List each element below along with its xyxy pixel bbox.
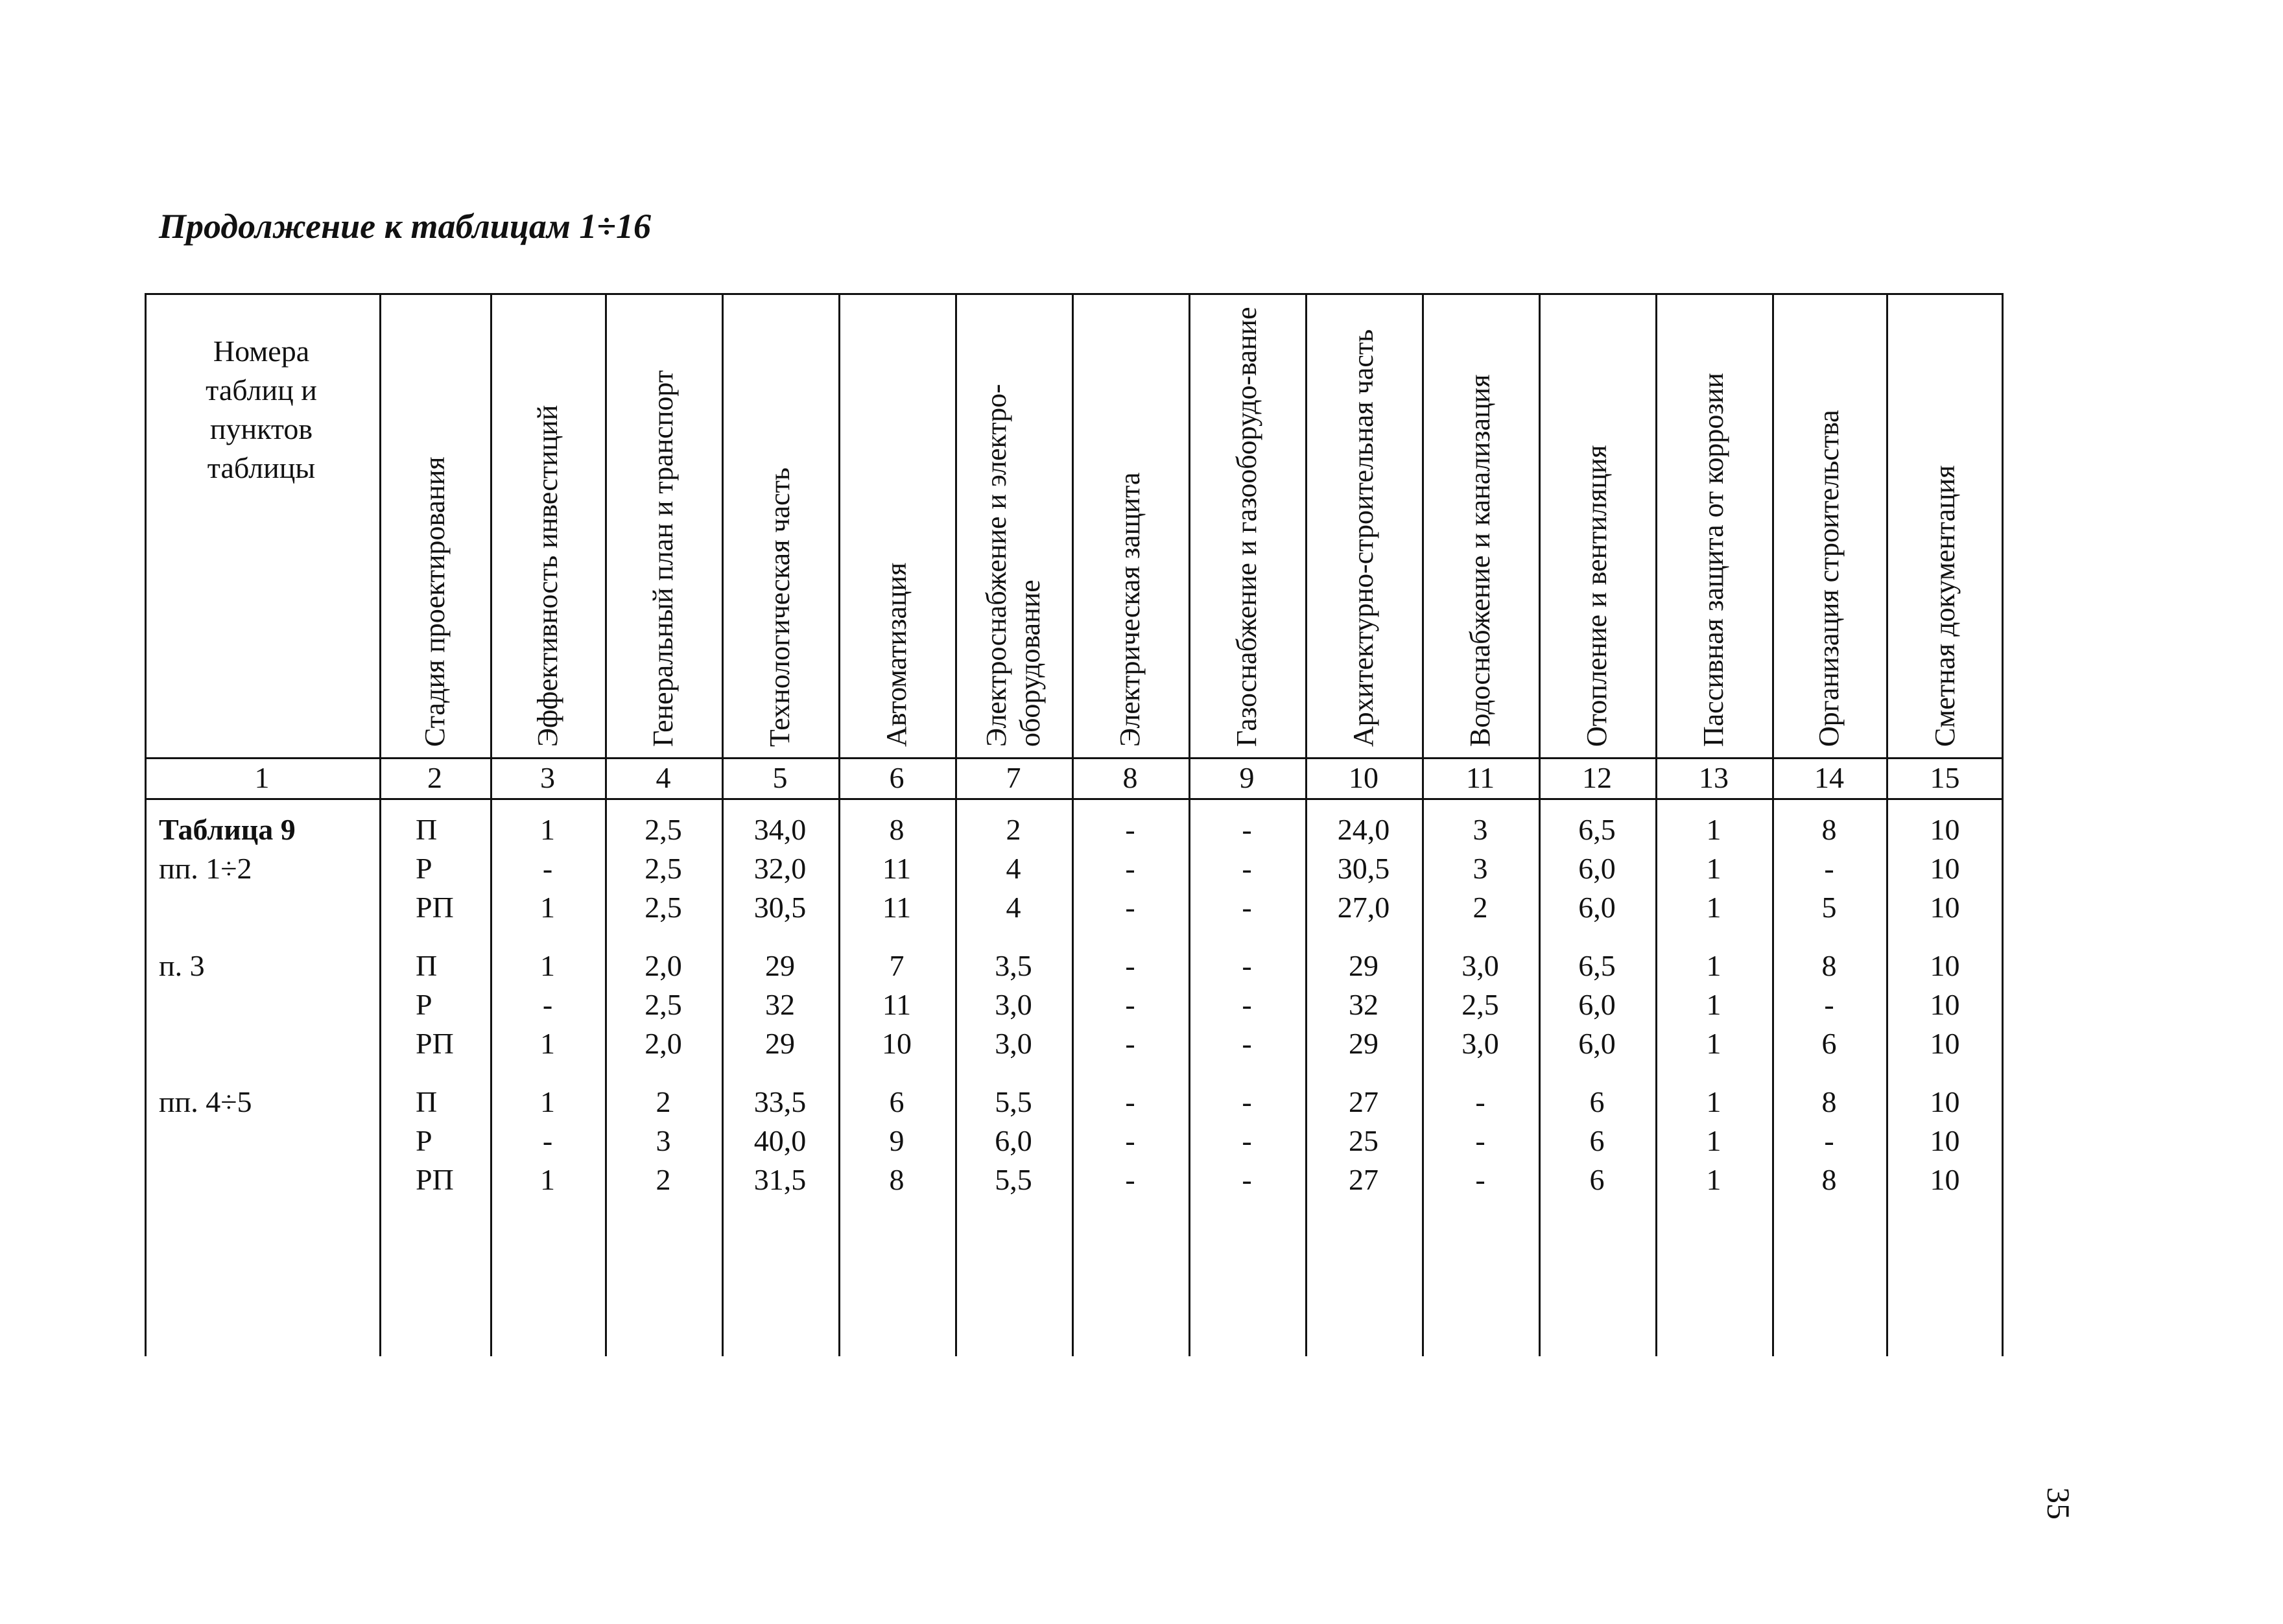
column-header-label: Водоснабжение и канализация <box>1464 374 1496 747</box>
table-cell: 8 <box>1821 949 1837 982</box>
table-cell: 10 <box>882 1027 912 1060</box>
table-cell: 3,0 <box>995 988 1032 1021</box>
column-divider <box>145 293 147 1356</box>
table-cell: 27,0 <box>1337 891 1390 924</box>
table-cell: 1 <box>1706 1085 1721 1118</box>
table-cell: 2,5 <box>1461 988 1499 1021</box>
column-header-label: Технологическая часть <box>764 467 796 747</box>
table-cell: - <box>1242 1085 1252 1118</box>
group-items-label: п. 3 <box>159 949 205 982</box>
column-number: 15 <box>1930 761 1960 794</box>
column-number: 12 <box>1582 761 1612 794</box>
column-number: 1 <box>254 761 270 794</box>
table-cell: 10 <box>1930 852 1960 885</box>
table-cell: 6 <box>1589 1085 1605 1118</box>
table-cell: 24,0 <box>1337 813 1390 846</box>
table-cell: 6 <box>1589 1163 1605 1196</box>
table-cell: 2 <box>1006 813 1021 846</box>
table-cell: - <box>1475 1085 1485 1118</box>
table-cell: 8 <box>1821 813 1837 846</box>
table-cell: 30,5 <box>753 891 807 924</box>
header-bottom-border <box>145 757 2004 759</box>
table-cell: 2 <box>656 1085 671 1118</box>
group-items-label: пп. 1÷2 <box>159 852 252 885</box>
table-cell: 1 <box>1706 813 1721 846</box>
table-cell: 8 <box>889 1163 905 1196</box>
group-table-label: Таблица 9 <box>159 813 296 846</box>
table-cell: 2,5 <box>645 891 682 924</box>
table-cell: 3 <box>656 1124 671 1157</box>
column-header-label: Пассивная защита от коррозии <box>1697 373 1729 747</box>
header-first-line-1: Номера <box>213 335 310 368</box>
table-cell: - <box>1125 813 1135 846</box>
table-cell: 3,0 <box>1461 949 1499 982</box>
table-cell: - <box>1242 988 1252 1021</box>
header-first-line-4: таблицы <box>207 451 316 484</box>
table-cell: 1 <box>1706 1163 1721 1196</box>
group-items-label: пп. 4÷5 <box>159 1085 252 1118</box>
table-cell: 1 <box>540 813 555 846</box>
table-cell: 5,5 <box>995 1163 1032 1196</box>
table-cell: 8 <box>1821 1163 1837 1196</box>
table-cell: 7 <box>889 949 905 982</box>
table-cell: 27 <box>1349 1163 1378 1196</box>
table-cell: 32,0 <box>753 852 807 885</box>
table-cell: 6,5 <box>1578 813 1616 846</box>
table-cell: 3,0 <box>995 1027 1032 1060</box>
table-cell: - <box>542 852 553 885</box>
table-cell: - <box>1125 891 1135 924</box>
table-cell: 25 <box>1349 1124 1378 1157</box>
table-cell: 10 <box>1930 988 1960 1021</box>
page-title: Продолжение к таблицам 1÷16 <box>159 207 651 246</box>
column-header-4 <box>605 293 722 757</box>
table-cell: - <box>542 1124 553 1157</box>
table-cell: 3 <box>1473 813 1488 846</box>
table-cell: 10 <box>1930 1163 1960 1196</box>
table-cell: 6,5 <box>1578 949 1616 982</box>
column-number: 6 <box>889 761 905 794</box>
table-cell: 2 <box>656 1163 671 1196</box>
table-cell: - <box>1824 1124 1834 1157</box>
table-cell: 6,0 <box>1578 852 1616 885</box>
table-cell: 6,0 <box>1578 891 1616 924</box>
column-header-label: Автоматизация <box>881 562 912 747</box>
table-cell: 10 <box>1930 1027 1960 1060</box>
table-cell: - <box>1824 988 1834 1021</box>
table-cell: 33,5 <box>753 1085 807 1118</box>
table-cell: - <box>1475 1163 1485 1196</box>
page-number: 35 <box>2041 1487 2077 1520</box>
table-cell: 2 <box>1473 891 1488 924</box>
column-header-label: Эффективность инвестиций <box>531 405 563 747</box>
table-cell: 40,0 <box>753 1124 807 1157</box>
table-cell: 6,0 <box>1578 1027 1616 1060</box>
table-cell: 5 <box>1821 891 1837 924</box>
table-cell: - <box>1125 852 1135 885</box>
table-cell: - <box>1125 1085 1135 1118</box>
table-cell: - <box>1125 988 1135 1021</box>
column-number: 13 <box>1699 761 1729 794</box>
table-cell: 1 <box>1706 1027 1721 1060</box>
column-header-11 <box>1422 293 1539 757</box>
column-number: 9 <box>1239 761 1255 794</box>
table-cell: 29 <box>1349 949 1378 982</box>
table-cell: 27 <box>1349 1085 1378 1118</box>
table-cell: 1 <box>1706 949 1721 982</box>
column-header-label: Газоснабжение и газооборудо-вание <box>1231 307 1262 747</box>
column-header-6 <box>838 293 955 757</box>
table-cell: - <box>1242 852 1252 885</box>
table-cell: Р <box>416 852 432 885</box>
table-cell: 29 <box>765 1027 795 1060</box>
table-cell: Р <box>416 1124 432 1157</box>
header-first-column <box>145 332 378 488</box>
table-cell: 9 <box>889 1124 905 1157</box>
table-cell: 11 <box>882 988 912 1021</box>
column-number: 8 <box>1122 761 1138 794</box>
column-number: 11 <box>1465 761 1495 794</box>
table-cell: 1 <box>540 1027 555 1060</box>
column-header-5 <box>722 293 838 757</box>
table-cell: 2,0 <box>645 1027 682 1060</box>
table-cell: 34,0 <box>753 813 807 846</box>
table-cell: 2,0 <box>645 949 682 982</box>
table-cell: РП <box>416 891 454 924</box>
table-cell: - <box>1125 1124 1135 1157</box>
column-header-3 <box>490 293 605 757</box>
column-number: 4 <box>656 761 671 794</box>
column-header-8 <box>1072 293 1189 757</box>
column-header-label: Сметная документация <box>1928 465 1961 747</box>
table-cell: РП <box>416 1027 454 1060</box>
column-header-7 <box>955 293 1072 757</box>
column-header-10 <box>1305 293 1422 757</box>
table-cell: - <box>1475 1124 1485 1157</box>
column-header-label: Электрическая защита <box>1114 472 1146 747</box>
table-cell: 8 <box>889 813 905 846</box>
table-cell: 10 <box>1930 1124 1960 1157</box>
table-cell: 6 <box>1821 1027 1837 1060</box>
table-cell: 32 <box>765 988 795 1021</box>
table-cell: 10 <box>1930 813 1960 846</box>
column-number: 2 <box>427 761 442 794</box>
table-cell: 6,0 <box>995 1124 1032 1157</box>
table-cell: 3 <box>1473 852 1488 885</box>
table-cell: 10 <box>1930 891 1960 924</box>
column-header-14 <box>1772 293 1886 757</box>
table-cell: 11 <box>882 852 912 885</box>
column-header-label: Стадия проектирования <box>418 456 451 747</box>
table-cell: 4 <box>1006 891 1021 924</box>
column-header-15 <box>1886 293 2004 757</box>
column-number: 14 <box>1814 761 1844 794</box>
table-cell: - <box>1242 949 1252 982</box>
column-number: 3 <box>540 761 555 794</box>
table-cell: 1 <box>540 1085 555 1118</box>
table-cell: 8 <box>1821 1085 1837 1118</box>
table-cell: 1 <box>540 1163 555 1196</box>
header-first-line-2: таблиц и <box>206 373 317 406</box>
table-cell: 1 <box>1706 891 1721 924</box>
column-header-label: Архитектурно-строительная часть <box>1347 329 1379 747</box>
column-header-9 <box>1189 293 1305 757</box>
table-cell: 1 <box>1706 852 1721 885</box>
table-cell: 10 <box>1930 949 1960 982</box>
table-cell: 1 <box>540 891 555 924</box>
table-cell: 29 <box>765 949 795 982</box>
table-cell: - <box>1242 1163 1252 1196</box>
table-cell: 1 <box>1706 988 1721 1021</box>
table-cell: 6 <box>1589 1124 1605 1157</box>
column-header-label: Отопление и вентиляция <box>1581 445 1613 747</box>
table-cell: 31,5 <box>753 1163 807 1196</box>
table-cell: - <box>1125 1027 1135 1060</box>
table-cell: 3,0 <box>1461 1027 1499 1060</box>
table-cell: 2,5 <box>645 852 682 885</box>
table-cell: - <box>1125 1163 1135 1196</box>
table-cell: - <box>1242 891 1252 924</box>
table-cell: - <box>1824 852 1834 885</box>
column-number: 5 <box>772 761 788 794</box>
header-first-line-3: пунктов <box>209 412 313 445</box>
column-header-label: Генеральный план и транспорт <box>647 370 679 747</box>
table-cell: 6,0 <box>1578 988 1616 1021</box>
table-cell: РП <box>416 1163 454 1196</box>
table-cell: - <box>542 988 553 1021</box>
table-cell: - <box>1242 1124 1252 1157</box>
table-cell: 29 <box>1349 1027 1378 1060</box>
column-header-label: Организация строительства <box>1813 410 1845 747</box>
table-cell: - <box>1125 949 1135 982</box>
table-cell: 5,5 <box>995 1085 1032 1118</box>
table-cell: 3,5 <box>995 949 1032 982</box>
requirements-table <box>145 293 2004 1356</box>
table-cell: 11 <box>882 891 912 924</box>
column-number: 7 <box>1006 761 1021 794</box>
table-cell: - <box>1242 1027 1252 1060</box>
table-cell: 2,5 <box>645 813 682 846</box>
column-header-2 <box>379 293 490 757</box>
table-cell: 1 <box>1706 1124 1721 1157</box>
column-header-13 <box>1655 293 1772 757</box>
table-cell: - <box>1242 813 1252 846</box>
table-cell: 10 <box>1930 1085 1960 1118</box>
table-cell: 4 <box>1006 852 1021 885</box>
column-number: 10 <box>1349 761 1378 794</box>
table-cell: П <box>416 1085 438 1118</box>
column-header-12 <box>1539 293 1655 757</box>
table-cell: 30,5 <box>1337 852 1390 885</box>
table-cell: 1 <box>540 949 555 982</box>
column-header-label: Электроснабжение и электро-оборудование <box>980 384 1046 747</box>
number-row-bottom-border <box>145 798 2004 800</box>
table-cell: 6 <box>889 1085 905 1118</box>
table-cell: Р <box>416 988 432 1021</box>
table-cell: 32 <box>1349 988 1378 1021</box>
table-cell: П <box>416 949 438 982</box>
table-cell: П <box>416 813 438 846</box>
table-cell: 2,5 <box>645 988 682 1021</box>
